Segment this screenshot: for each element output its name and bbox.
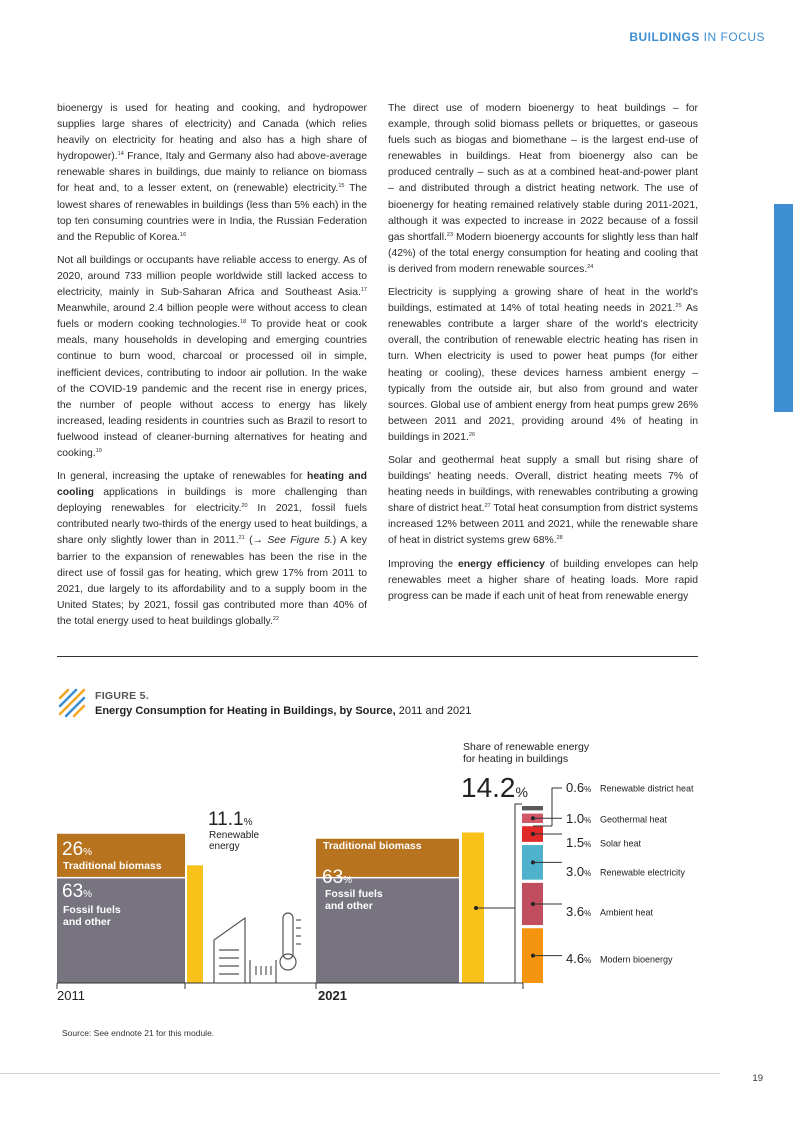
paragraph: Not all buildings or occupants have reliable access to energy. As of 2020, around 733 million people worldwide still lacked access to electricity, mainly in Sub-Saharan Africa and Southeast Asia.$^{17}$ Meanwhile, around 2.4 billion people were without access to clean fuels or modern cooking technologies.$^{18}$ To provide heat or cook meals, many households in developing and emerging countries continue to burn wood, charcoal or processed oil in simple, inefficient devices, contributing to indoor air pollution. In the wake of the COVID-19 pandemic and the recent rise in energy prices, the number of people without access to energy has likely increased, leading residents in countries such as Brazil to resort to fuelwood instead of cleaner-burning alternatives for heating and cooking.$^{19}$ <box>57 254 367 459</box>
breakdown-label-geothermal-heat: Geothermal heat <box>600 814 668 825</box>
paragraph: Solar and geothermal heat supply a small but rising share of buildings' heating needs. Overall, district heating meets 7% of heating needs in buildings, with renewables contributing a growing share of district heat.$^{27}$ Total heat consumption from district systems increased 12% between 2011 and 2021, while the renewable share of heat in district systems grew 68%.$^{28}$ <box>388 454 699 547</box>
fossil-2011-label-2: and other <box>63 916 111 928</box>
paragraph: Improving the energy efficiency of building envelopes can help renewables meet a higher share of heating loads. More rapid progress can be made if each unit of heat from renewable energy <box>388 558 698 602</box>
paragraph: bioenergy is used for heating and cooking, and hydropower supplies large shares of electricity) and Canada (which relies heavily on electricity for heating and also has a high share of hydropower).$^{14}$ France, Italy and Germany also had above-average renewable shares in buildings, due mainly to reliance on biomass for heat and, to a lesser extent, on (renewable) electricity.$^{15}$ The lowest shares of renewables in buildings (less than 5% each) in the top ten consuming countries were in India, the Russian Federation and the Republic of Korea.$^{16}$ <box>57 103 367 243</box>
paragraph: Electricity is supplying a growing share of heat in the world's buildings, estimated at 14% of total heating needs in 2021.25 As renewables contribute a larger share of the world's electricity overall, the contribution of renewable electric heating has risen in turn. When electricity is used to power heat pumps (for either heating or cooling), these devices harness ambient energy – typically from the outside air, but also from ground and water sources. Global use of ambient energy from heat pumps grew 26% between 2011 and 2021, providing around 4% of heating in buildings in 2021.26 <box>388 287 698 443</box>
fossil-2021-label-1: Fossil fuels <box>325 888 383 900</box>
breakdown-value-renewable-district-heat: 0.6% <box>566 780 592 795</box>
bio-2011-value: 26% <box>62 839 93 860</box>
breakdown-label-modern-bioenergy: Modern bioenergy <box>600 954 673 965</box>
share-2021-value: 14.2% <box>461 772 528 803</box>
renewable-2011-label-2: energy <box>209 841 240 852</box>
fossil-2011-label-1: Fossil fuels <box>63 904 121 916</box>
breakdown-label-renewable-electricity: Renewable electricity <box>600 867 686 878</box>
footer-divider <box>0 1073 720 1074</box>
bio-2021-label: Traditional biomass <box>323 840 422 852</box>
breakdown-bracket <box>476 788 562 983</box>
fossil-2011-value: 63% <box>62 881 93 902</box>
paragraph: The direct use of modern bioenergy to heat buildings – for example, through solid biomass pellets or briquettes, or gaseous fuels such as biogas and biomethane – is the largest end-use of renewables in buildings. Heat from bioenergy also can be produced centrally – such as at a combined heat-and-power plant – and distributed through a district heating network. The use of bioenergy for heating remained relatively stable during 2011-2021, although it was expected to increase in 2022 because of a fossil gas shortfall.$^{23}$ Modern bioenergy accounts for slightly less than half (42%) of the total energy consumption for heating and cooling that is derived from modern renewable sources.$^{24}$ <box>388 103 698 275</box>
header-bold: BUILDINGS <box>629 30 700 44</box>
renewable-2011-label-1: Renewable <box>209 830 260 841</box>
breakdown-segment-renewable-district-heat <box>522 806 543 810</box>
paragraph: In general, increasing the uptake of renewables for heating and cooling applications in buildings is more challenging than deploying renewables for electricity.$^{20}$ In 2021, fossil fuels contributed nearly two-thirds of the energy used to heat buildings, a share only slightly lower than in 2011.21 (→ See Figure 5.) A key barrier to the expansion of renewables has been the rise in the direct use of fossil gas for heating, which grew 17% from 2011 to 2021, due largely to its affordability and to a supply boom in the United States; by 2021, fossil gas contributed more than 40% of the total energy used to heat buildings globally.$^{22}$ <box>57 471 367 627</box>
figure-title: Energy Consumption for Heating in Buildings, by Source, 2011 and 2021 <box>95 705 472 717</box>
figure-label: FIGURE 5. <box>95 690 150 702</box>
page-number: 19 <box>752 1073 763 1084</box>
share-heading-1: Share of renewable energy <box>463 741 590 753</box>
breakdown-label-renewable-district-heat: Renewable district heat <box>600 783 694 794</box>
breakdown-value-solar-heat: 1.5% <box>566 835 592 850</box>
bar-renewable-2011 <box>187 865 203 983</box>
renewable-2011-value: 11.1% <box>208 809 253 830</box>
figure-source: Source: See endnote 21 for this module. <box>62 1028 215 1038</box>
fossil-2021-value: 63% <box>322 867 353 888</box>
header-light: IN FOCUS <box>699 30 765 44</box>
breakdown-value-renewable-electricity: 3.0% <box>566 864 592 879</box>
breakdown-value-modern-bioenergy: 4.6% <box>566 951 592 966</box>
breakdown-label-solar-heat: Solar heat <box>600 838 642 849</box>
breakdown-value-ambient-heat: 3.6% <box>566 904 592 919</box>
bio-2021-value: 23% <box>322 818 353 839</box>
breakdown-value-geothermal-heat: 1.0% <box>566 811 592 826</box>
figure-link[interactable]: See Figure 5. <box>267 535 333 547</box>
building-thermometer-icon <box>214 913 301 983</box>
share-heading-2: for heating in buildings <box>463 753 569 765</box>
fossil-2021-label-2: and other <box>325 900 373 912</box>
x-tick-2021: 2021 <box>318 988 347 1003</box>
bio-2011-label: Traditional biomass <box>63 860 162 872</box>
breakdown-label-ambient-heat: Ambient heat <box>600 907 654 918</box>
x-tick-2011: 2011 <box>57 988 85 1003</box>
